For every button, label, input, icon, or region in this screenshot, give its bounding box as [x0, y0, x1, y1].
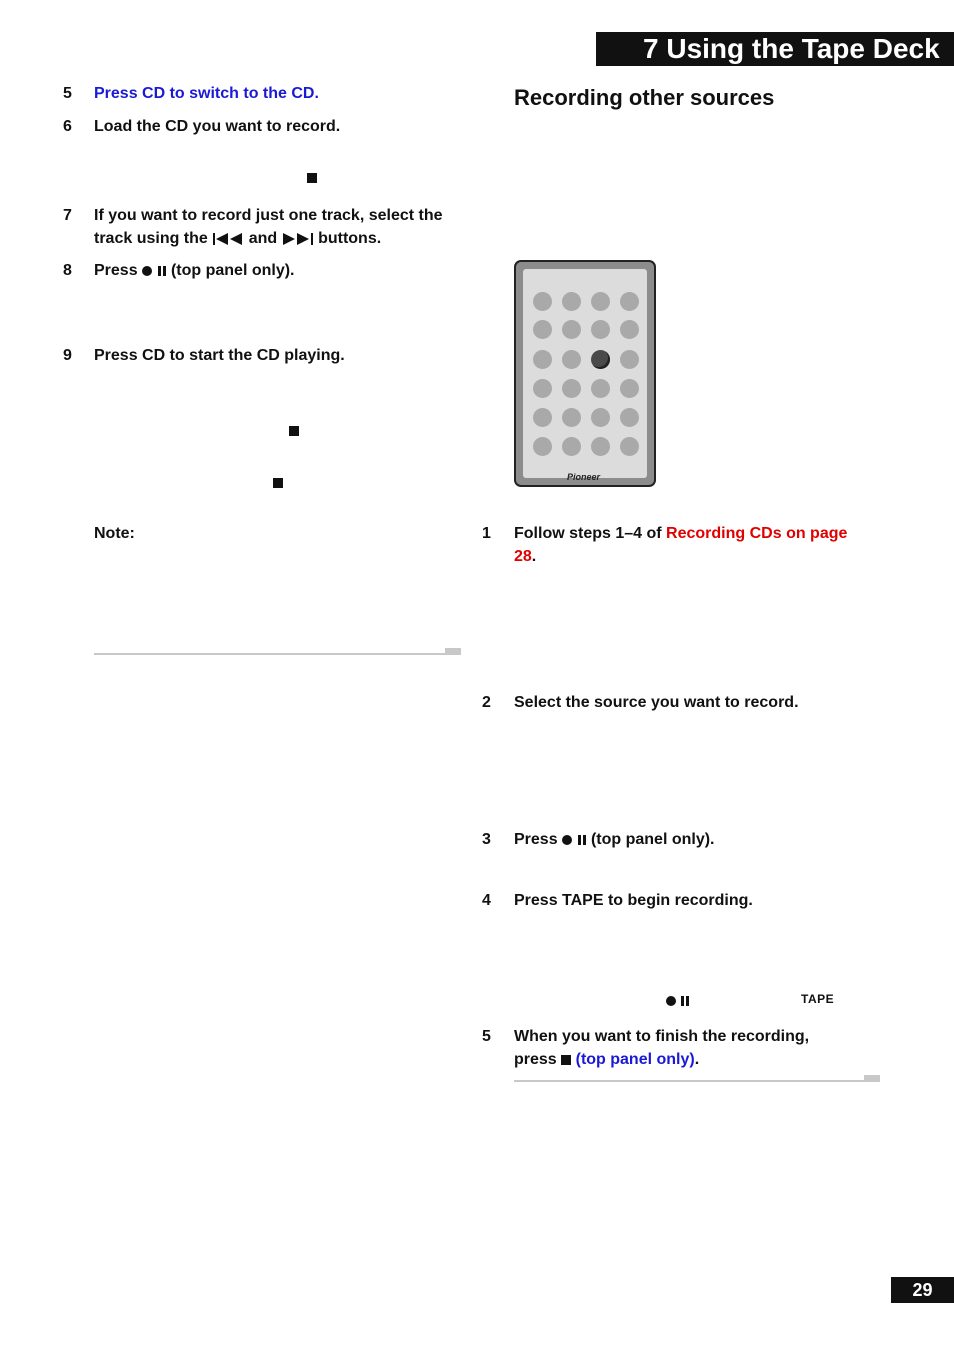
step-1-text-a: Follow steps 1–4 of [514, 525, 662, 542]
remote-button [620, 379, 639, 398]
step-7-line-1: If you want to record just one track, select the [94, 207, 443, 224]
remote-button [620, 408, 639, 427]
remote-button [562, 408, 581, 427]
step-number: 6 [63, 118, 72, 135]
step-2-text: Select the source you want to record. [514, 694, 799, 711]
step-number: 8 [63, 262, 72, 279]
step-number: 4 [482, 892, 491, 909]
pause-icon [577, 835, 587, 845]
stop-square-icon [307, 173, 317, 183]
remote-button [591, 320, 610, 339]
step-8-text [94, 259, 295, 282]
step-5-text-b: . [694, 1051, 700, 1068]
remote-button [620, 437, 639, 456]
step-7-text-a: track using the [94, 230, 208, 247]
step-8-text-a: Press [94, 262, 138, 279]
step-number: 9 [63, 347, 72, 364]
step-9-text: Press CD to start the CD playing. [94, 347, 345, 364]
step-5-text-a: press [514, 1051, 557, 1068]
section-title: Recording other sources [514, 85, 775, 110]
step-number: 5 [63, 85, 72, 102]
section-divider [514, 1080, 880, 1082]
section-divider [94, 653, 461, 655]
record-dot-icon [142, 266, 152, 276]
step-4-text: Press TAPE to begin recording. [514, 892, 753, 909]
page-number: 29 [891, 1277, 954, 1303]
chapter-header: 7 Using the Tape Deck [596, 32, 954, 66]
remote-button [533, 292, 552, 311]
stop-square-icon [561, 1055, 571, 1065]
pause-icon [680, 996, 690, 1006]
step-6-text: Load the CD you want to record. [94, 118, 341, 135]
pause-icon [157, 266, 167, 276]
remote-button [533, 350, 552, 369]
remote-button [591, 292, 610, 311]
step-5-line-1: When you want to finish the recording, [514, 1028, 810, 1045]
remote-button [620, 350, 639, 369]
record-dot-icon [666, 996, 676, 1006]
divider-tab [445, 648, 461, 654]
step-3-text [514, 828, 715, 851]
remote-control-illustration [514, 260, 656, 487]
record-dot-icon [562, 835, 572, 845]
remote-button [562, 320, 581, 339]
remote-button [591, 437, 610, 456]
step-number: 5 [482, 1028, 491, 1045]
remote-button [620, 320, 639, 339]
step-number: 7 [63, 207, 72, 224]
step-1-line-2 [514, 545, 536, 568]
prev-track-icon [212, 233, 244, 245]
remote-face [523, 269, 647, 482]
record-pause-symbol [666, 992, 690, 1010]
step-number: 1 [482, 525, 491, 542]
remote-button [562, 379, 581, 398]
remote-button [533, 408, 552, 427]
remote-button [591, 408, 610, 427]
step-5-link-top-panel[interactable]: (top panel only) [575, 1051, 695, 1068]
step-5-link[interactable]: Press CD to switch to the CD. [94, 85, 319, 102]
remote-button [533, 320, 552, 339]
stop-square-icon [273, 478, 283, 488]
remote-button [533, 437, 552, 456]
remote-highlighted-button [591, 350, 610, 369]
step-3-text-b: (top panel only). [590, 831, 715, 848]
step-1-link-page[interactable]: 28 [514, 548, 532, 565]
step-1-text [514, 522, 874, 545]
remote-button [620, 292, 639, 311]
step-number: 3 [482, 831, 491, 848]
step-8-text-b: (top panel only). [170, 262, 295, 279]
stop-square-icon [289, 426, 299, 436]
next-track-icon [282, 233, 314, 245]
remote-button [533, 379, 552, 398]
step-7-line-2 [94, 227, 381, 250]
remote-button [562, 292, 581, 311]
remote-brand-logo: Pioneer [567, 472, 601, 482]
tape-label: TAPE [801, 992, 835, 1006]
remote-button [591, 379, 610, 398]
step-1-link[interactable]: Recording CDs on page [666, 525, 848, 542]
remote-button [562, 350, 581, 369]
step-7-text-c: buttons. [318, 230, 382, 247]
step-7-text-b: and [248, 230, 278, 247]
step-1-text-b: . [531, 548, 537, 565]
step-3-text-a: Press [514, 831, 558, 848]
divider-tab [864, 1075, 880, 1081]
step-5-line-2 [514, 1048, 699, 1071]
remote-button [562, 437, 581, 456]
step-number: 2 [482, 694, 491, 711]
note-label: Note: [94, 525, 135, 542]
